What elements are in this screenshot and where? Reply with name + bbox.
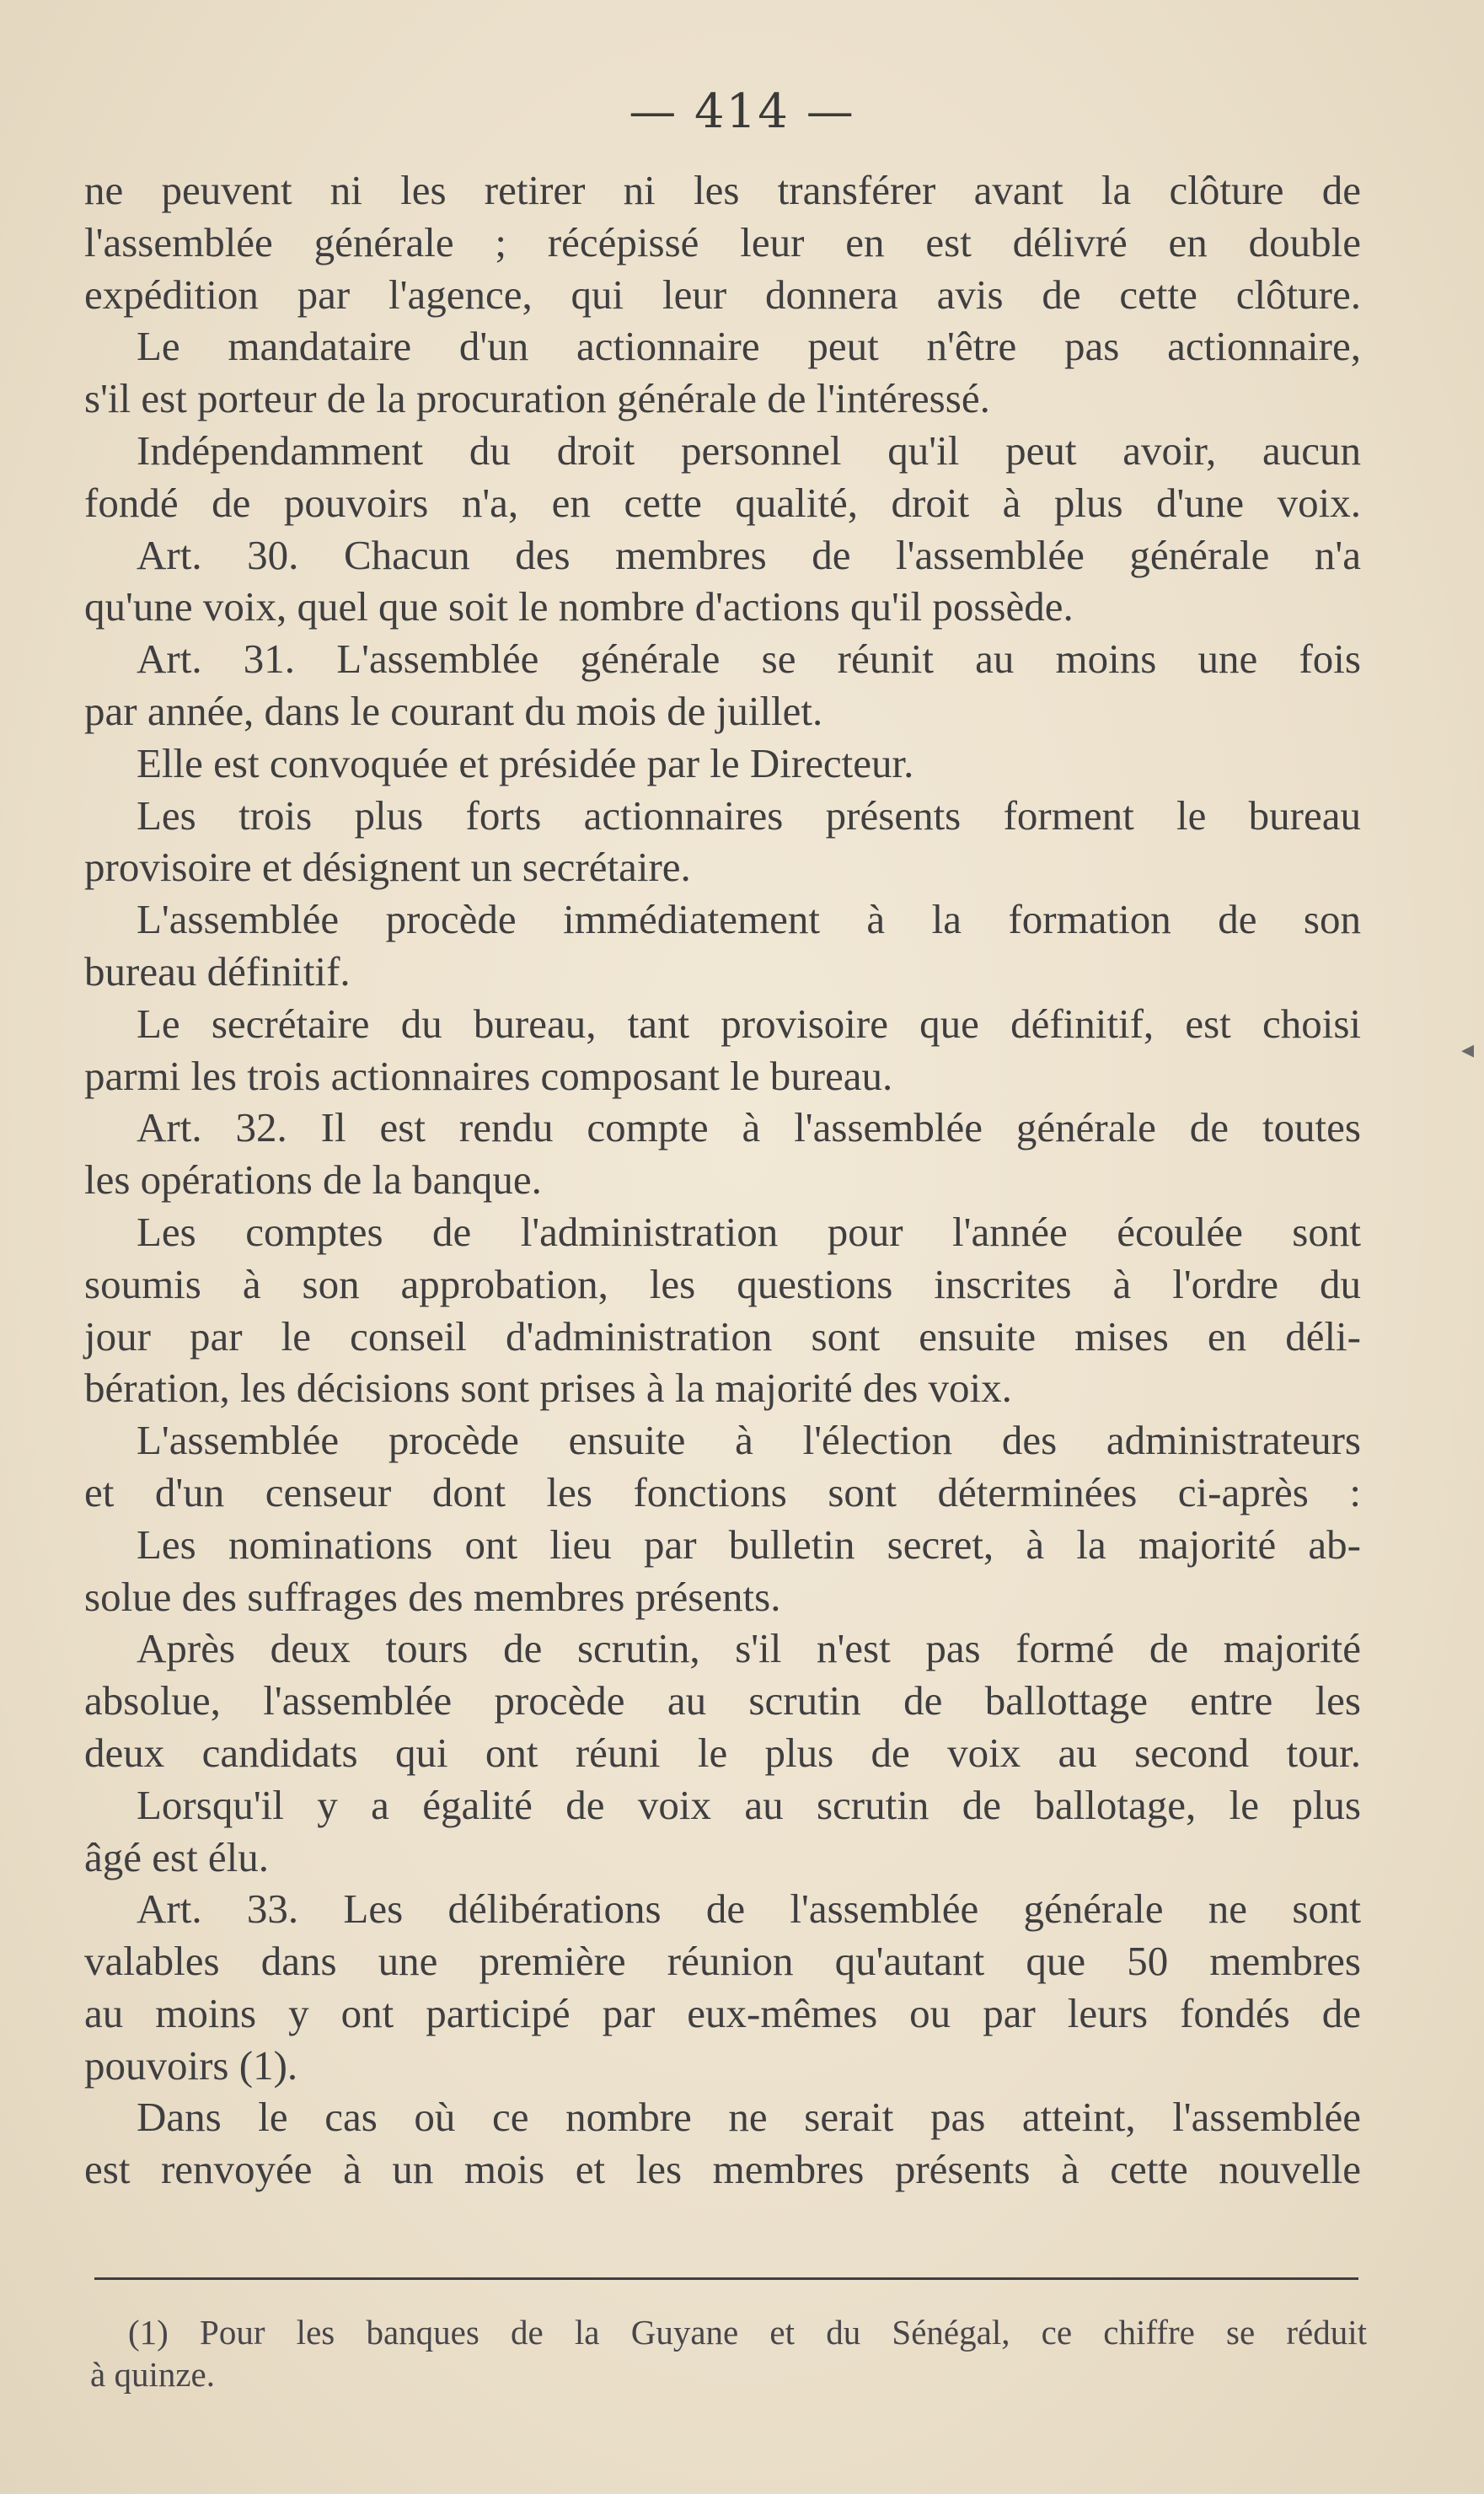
text-line: Après deux tours de scrutin, s'il n'est pas formé de majorité <box>137 1625 1361 1672</box>
text-line: Indépendamment du droit personnel qu'il peut avoir, aucun <box>137 426 1361 474</box>
text-line: bureau définitif. <box>84 947 351 995</box>
text-line: provisoire et désignent un secrétaire. <box>84 844 691 891</box>
text-line: absolue, l'assemblée procède au scrutin de ballottage entre les <box>84 1677 1361 1724</box>
body-text <box>84 164 1361 2196</box>
text-line: s'il est porteur de la procuration générale de l'intéressé. <box>84 375 990 422</box>
text-line: Les trois plus forts actionnaires présents forment le bureau <box>137 791 1361 839</box>
text-line: Lorsqu'il y a égalité de voix au scrutin de ballotage, le plus <box>137 1781 1361 1828</box>
text-line: expédition par l'agence, qui leur donnera avis de cette clôture. <box>84 271 1361 318</box>
text-line: Art. 32. Il est rendu compte à l'assemblée générale de toutes <box>137 1104 1361 1151</box>
text-line: solue des suffrages des membres présents. <box>84 1573 781 1620</box>
footnote-divider <box>94 2277 1358 2280</box>
text-line: et d'un censeur dont les fonctions sont déterminées ci-après : <box>84 1468 1361 1515</box>
page-number: — 414 — <box>629 84 855 139</box>
text-line: est renvoyée à un mois et les membres présents à cette nouvelle <box>84 2146 1361 2193</box>
text-line: pouvoirs (1). <box>84 2041 298 2089</box>
text-line: Le mandataire d'un actionnaire peut n'être pas actionnaire, <box>137 323 1361 370</box>
margin-mark-icon: ◂ <box>1460 1035 1474 1065</box>
text-line: par année, dans le courant du mois de juillet. <box>84 687 823 734</box>
text-line: deux candidats qui ont réuni le plus de voix au second tour. <box>84 1729 1361 1776</box>
text-line: bération, les décisions sont prises à la majorité des voix. <box>84 1365 1012 1412</box>
text-line: âgé est élu. <box>84 1833 270 1880</box>
text-line: Elle est convoquée et présidée par le Directeur. <box>137 739 914 786</box>
text-line: les opérations de la banque. <box>84 1156 542 1204</box>
text-line: soumis à son approbation, les questions inscrites à l'ordre du <box>84 1260 1361 1307</box>
text-line: Les nominations ont lieu par bulletin secret, à la majorité ab- <box>137 1521 1361 1568</box>
footnote-line: (1) Pour les banques de la Guyane et du Sénégal, ce chiffre se réduit <box>128 2313 1367 2352</box>
text-line: valables dans une première réunion qu'autant que 50 membres <box>84 1938 1361 1985</box>
text-line: fondé de pouvoirs n'a, en cette qualité, droit à plus d'une voix. <box>84 479 1361 526</box>
text-line: parmi les trois actionnaires composant le bureau. <box>84 1052 893 1099</box>
text-line: L'assemblée procède ensuite à l'élection des administrateurs <box>137 1417 1361 1464</box>
text-line: Dans le cas où ce nombre ne serait pas atteint, l'assemblée <box>137 2094 1361 2141</box>
text-line: L'assemblée procède immédiatement à la formation de son <box>137 896 1361 943</box>
text-line: au moins y ont participé par eux-mêmes ou par leurs fondés de <box>84 1989 1361 2036</box>
text-line: Art. 31. L'assemblée générale se réunit au moins une fois <box>137 636 1361 683</box>
text-line: Le secrétaire du bureau, tant provisoire que définitif, est choisi <box>137 1000 1361 1047</box>
text-line: jour par le conseil d'administration sont ensuite mises en déli- <box>84 1312 1361 1360</box>
text-line: l'assemblée générale ; récépissé leur en est délivré en double <box>84 218 1361 265</box>
text-line: ne peuvent ni les retirer ni les transférer avant la clôture de <box>84 167 1361 213</box>
footnote <box>90 2311 1367 2395</box>
footnote-line: à quinze. <box>90 2355 215 2394</box>
text-line: Art. 33. Les délibérations de l'assemblée générale ne sont <box>137 1885 1361 1933</box>
text-line: Art. 30. Chacun des membres de l'assemblée générale n'a <box>137 531 1361 578</box>
text-line: Les comptes de l'administration pour l'année écoulée sont <box>137 1208 1361 1255</box>
text-line: qu'une voix, quel que soit le nombre d'actions qu'il possède. <box>84 583 1074 630</box>
